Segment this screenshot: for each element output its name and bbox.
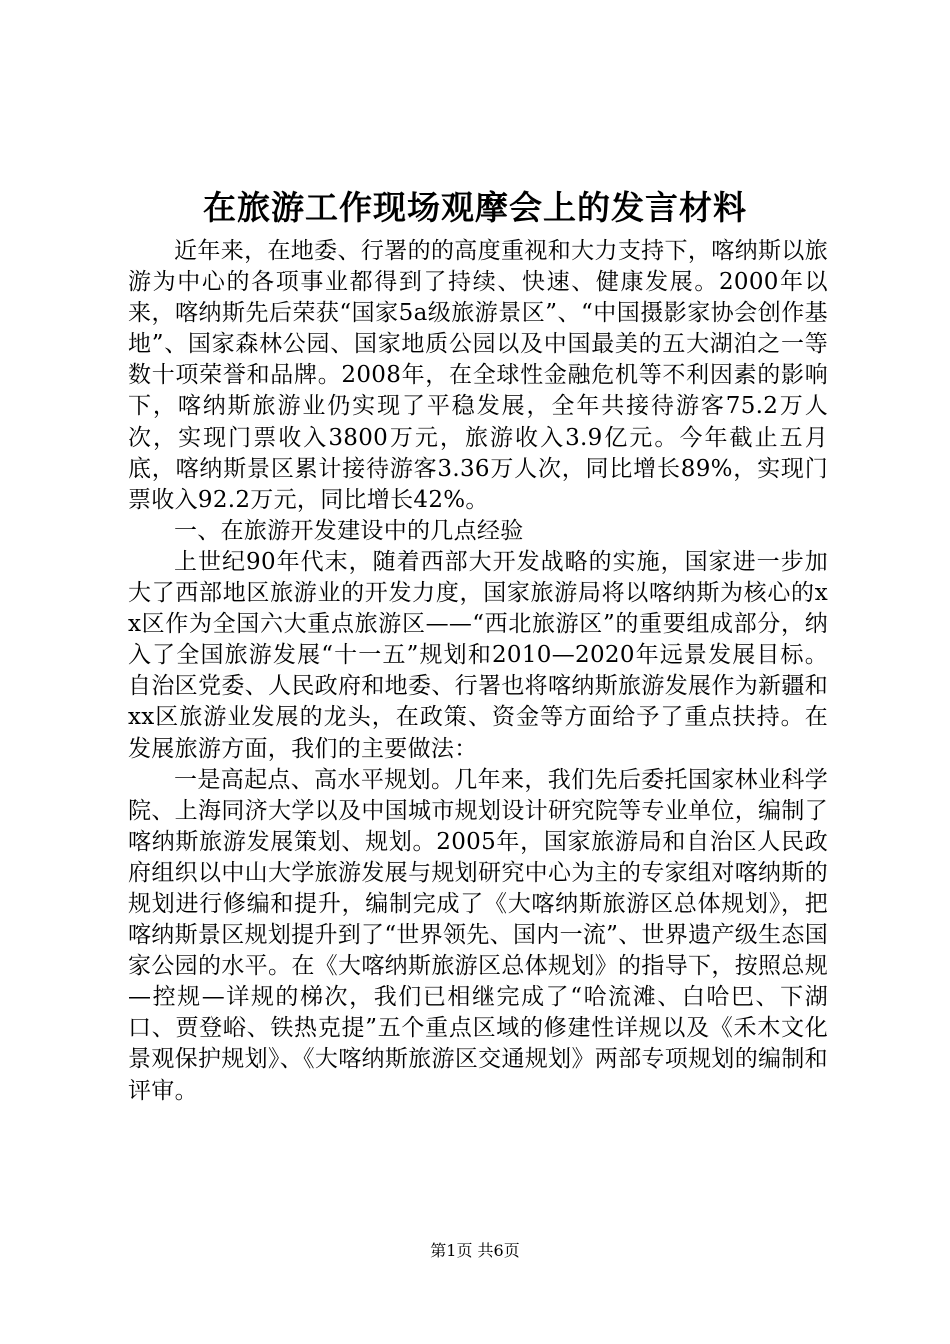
document-title: 在旅游工作现场观摩会上的发言材料 (203, 188, 747, 227)
document-body (128, 236, 828, 1107)
paragraph-intro: 近年来，在地委、行署的的高度重视和大力支持下，喀纳斯以旅游为中心的各项事业都得到了持续、快速、健康发展。2000年以来，喀纳斯先后荣获“国家5a级旅游景区”、“中国摄影家协会创作基地”、国家森林公园、国家地质公园以及中国最美的五大湖泊之一等数十项荣誉和品牌。2008年，在全球性金融危机等不利因素的影响下，喀纳斯旅游业仍实现了平稳发展，全年共接待游客75.2万人次，实现门票收入3800万元，旅游收入3.9亿元。今年截止五月底，喀纳斯景区累计接待游客3.36万人次，同比增长89%，实现门票收入92.2万元，同比增长42%。 (128, 238, 828, 513)
paragraph-background: 上世纪90年代末，随着西部大开发战略的实施，国家进一步加大了西部地区旅游业的开发力度，国家旅游局将以喀纳斯为核心的xx区作为全国六大重点旅游区——“西北旅游区”的重要组成部分，纳入了全国旅游发展“十一五”规划和2010—2020年远景发展目标。自治区党委、人民政府和地委、行署也将喀纳斯旅游发展作为新疆和xx区旅游业发展的龙头，在政策、资金等方面给予了重点扶持。在发展旅游方面，我们的主要做法： (128, 548, 828, 762)
page-footer: 第1页 共6页 (430, 1241, 520, 1260)
paragraph-planning: 一是高起点、高水平规划。几年来，我们先后委托国家林业科学院、上海同济大学以及中国城市规划设计研究院等专业单位，编制了喀纳斯旅游发展策划、规划。2005年，国家旅游局和自治区人民政府组织以中山大学旅游发展与规划研究中心为主的专家组对喀纳斯的规划进行修编和提升，编制完成了《大喀纳斯旅游区总体规划》，把喀纳斯景区规划提升到了“世界领先、国内一流”、世界遗产级生态国家公园的水平。在《大喀纳斯旅游区总体规划》的指导下，按照总规—控规—详规的梯次，我们已相继完成了“哈流滩、白哈巴、下湖口、贾登峪、铁热克提”五个重点区域的修建性详规以及《禾木文化景观保护规划》、《大喀纳斯旅游区交通规划》两部专项规划的编制和评审。 (128, 766, 828, 1104)
section-heading: 一、在旅游开发建设中的几点经验 (174, 517, 524, 544)
